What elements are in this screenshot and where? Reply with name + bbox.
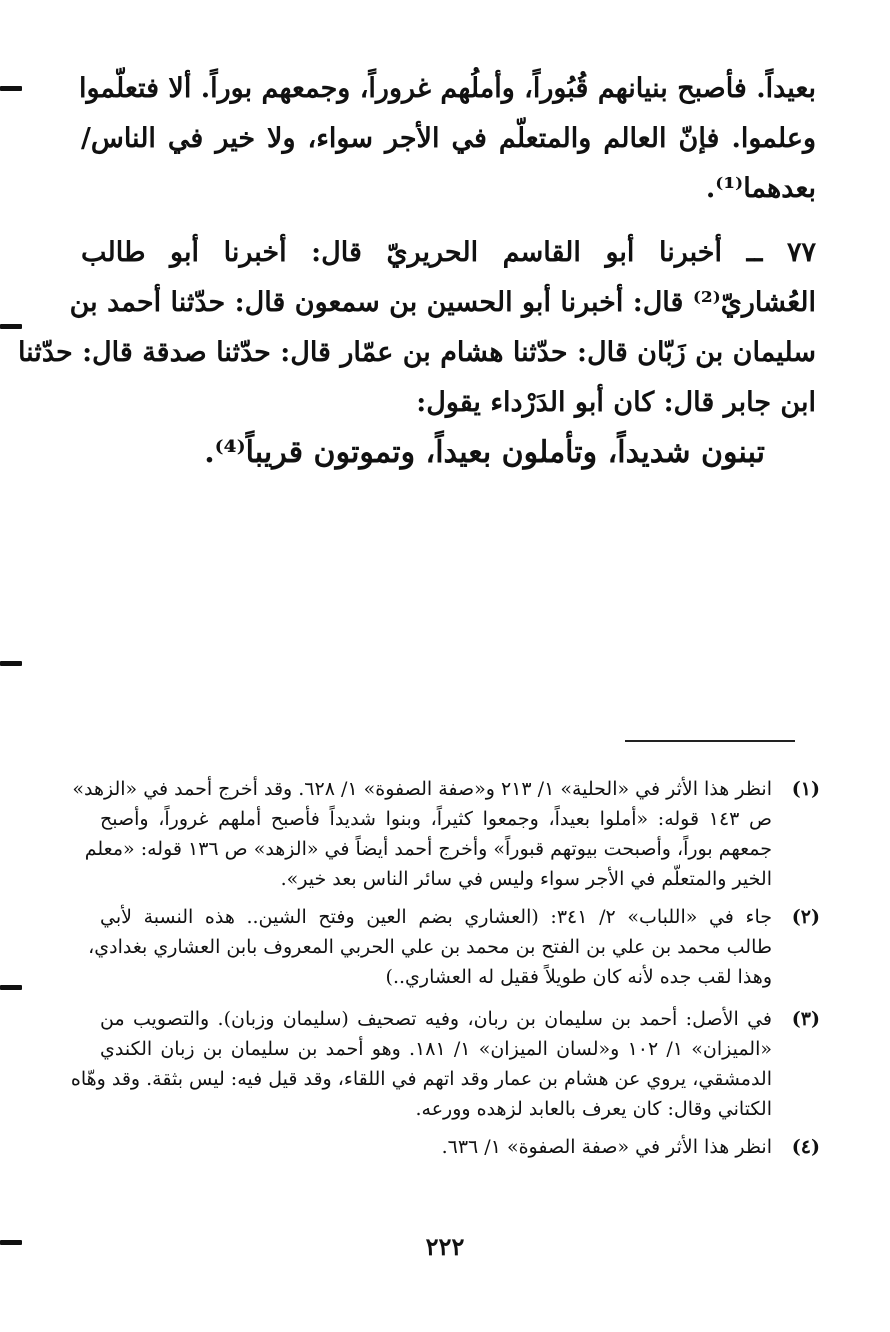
footnote-line: ص ١٤٣ قوله: «أملوا بعيداً، وجمعوا كثيراً، وبنوا شديداً فأصبح أملهم غروراً، وأصبح bbox=[100, 808, 773, 830]
footnote-number: (٢) bbox=[791, 906, 820, 928]
text-line: بعدهما⁽¹⁾. bbox=[705, 173, 816, 204]
text-line: وعلموا. فإنّ العالم والمتعلّم في الأجر سواء، ولا خير في الناس/ bbox=[81, 123, 816, 154]
footnote-line: الخير والمتعلّم في الأجر سواء وليس في سائر الناس بعد خير». bbox=[280, 868, 772, 890]
footnote-line: الدمشقي، يروي عن هشام بن عمار وقد اتهم في اللقاء، وقد قيل فيه: ليس بثقة. وقد وهّاه bbox=[70, 1068, 772, 1090]
page-number: ٢٢٢ bbox=[425, 1232, 465, 1261]
text-line: سليمان بن زَبّان قال: حدّثنا هشام بن عمّار قال: حدّثنا صدقة قال: حدّثنا bbox=[17, 337, 816, 368]
scan-edge-mark bbox=[0, 985, 22, 990]
footnote-line: انظر هذا الأثر في «الحلية» ١/ ٢١٣ و«صفة الصفوة» ١/ ٦٢٨. وقد أخرج أحمد في «الزهد» bbox=[72, 778, 772, 800]
footnote-number: (٣) bbox=[791, 1008, 820, 1030]
footnote bbox=[72, 774, 820, 894]
text-line: ٧٧ ــ أخبرنا أبو القاسم الحريريّ قال: أخبرنا أبو طالب bbox=[81, 237, 816, 268]
text-line: بعيداً. فأصبح بنيانهم قُبُوراً، وأملُهم غروراً، وجمعهم بوراً. ألا فتعلّموا bbox=[78, 73, 816, 104]
footnote bbox=[88, 902, 820, 992]
footnote-line: انظر هذا الأثر في «صفة الصفوة» ١/ ٦٣٦. bbox=[441, 1136, 772, 1158]
footnotes bbox=[70, 774, 820, 1162]
footnote bbox=[70, 1004, 820, 1124]
footnote-number: (١) bbox=[791, 778, 820, 800]
quote-line: تبنون شديداً، وتأملون بعيداً، وتموتون قريباً⁽⁴⁾. bbox=[204, 435, 765, 470]
footnote-line: جاء في «اللباب» ٢/ ٣٤١: (العشاري بضم العين وفتح الشين.. هذه النسبة لأبي bbox=[100, 906, 772, 928]
footnote-line: جمعهم بوراً، وأصبحت بيوتهم قبوراً» وأخرج أحمد أيضاً في «الزهد» ص ١٣٦ قوله: «معلم bbox=[84, 838, 772, 860]
footnote-separator bbox=[625, 740, 795, 742]
footnote-line: الكتاني وقال: كان يعرف بالعابد لزهده وورعه. bbox=[415, 1098, 772, 1120]
footnote-line: طالب محمد بن علي بن الفتح بن محمد بن علي الحربي المعروف بابن العشاري بغدادي، bbox=[88, 936, 772, 958]
footnote-line: وهذا لقب جده لأنه كان طويلاً فقيل له العشاري..) bbox=[385, 966, 772, 988]
footnote-line: في الأصل: أحمد بن سليمان بن ربان، وفيه تصحيف (سليمان وزبان). والتصويب من bbox=[100, 1008, 772, 1030]
scan-edge-mark bbox=[0, 86, 22, 91]
text-line: العُشاريّ⁽²⁾ قال: أخبرنا أبو الحسين بن سمعون قال: حدّثنا أحمد بن bbox=[69, 287, 816, 318]
continuation-paragraph bbox=[78, 64, 816, 214]
text-line: ابن جابر قال: كان أبو الدَرْداء يقول: bbox=[416, 387, 816, 418]
footnote bbox=[100, 1132, 820, 1162]
footnote-number: (٤) bbox=[791, 1136, 820, 1158]
entry-77-paragraph bbox=[17, 228, 816, 428]
scan-edge-mark bbox=[0, 661, 22, 666]
footnote-line: «الميزان» ١/ ١٠٢ و«لسان الميزان» ١/ ١٨١. وهو أحمد بن سليمان بن زبان الكندي bbox=[100, 1038, 772, 1060]
